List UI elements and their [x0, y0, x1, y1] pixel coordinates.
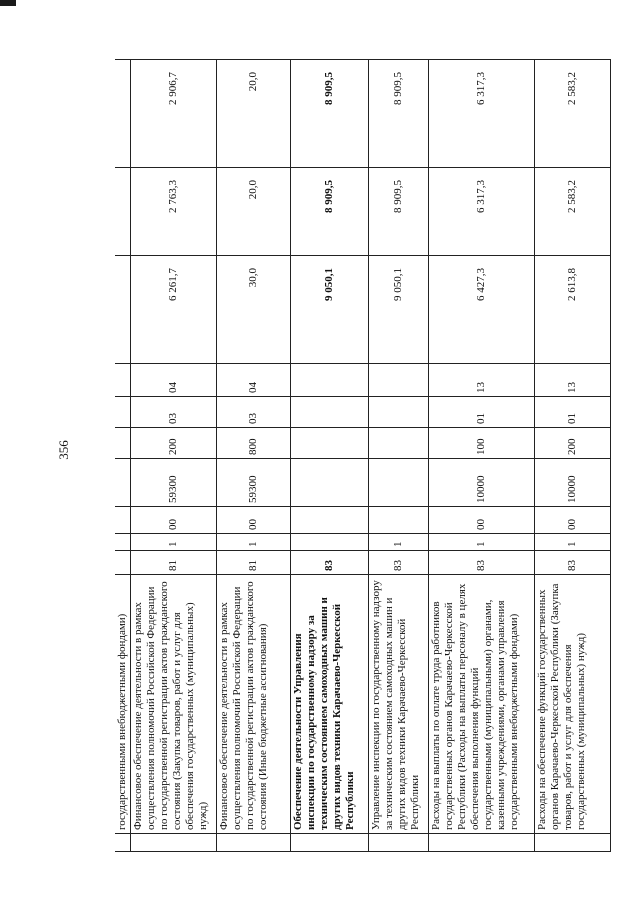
code-section: 03 [131, 397, 217, 428]
code-section: 03 [217, 397, 291, 428]
value-year-3: 2 583,2 [535, 60, 611, 168]
code-section [291, 397, 369, 428]
code-direction [291, 459, 369, 507]
code-expense-type [115, 428, 131, 459]
value-year-2 [115, 168, 131, 256]
value-year-3: 6 317,3 [429, 60, 535, 168]
code-subsection [369, 364, 429, 397]
code-section [369, 397, 429, 428]
code-subprogram [291, 507, 369, 534]
value-year-3: 2 906,7 [131, 60, 217, 168]
code-program: 1 [429, 534, 535, 551]
code-section [115, 397, 131, 428]
code-direction: 10000 [429, 459, 535, 507]
table-row [131, 60, 217, 852]
code-direction: 10000 [535, 459, 611, 507]
code-program: 1 [369, 534, 429, 551]
value-year-1: 6 261,7 [131, 256, 217, 364]
budget-table [115, 59, 611, 852]
code-admin: 83 [369, 551, 429, 575]
code-subprogram: 00 [535, 507, 611, 534]
code-admin: 83 [535, 551, 611, 575]
code-program: 1 [217, 534, 291, 551]
code-section: 01 [429, 397, 535, 428]
row-description: Управление инспекции по государственному надзору за техническим состоянием самоходных машин и других видов техники Карачаево-Черкесской Республики [369, 575, 429, 834]
value-year-1: 30,0 [217, 256, 291, 364]
blank-cell [115, 834, 131, 852]
value-year-3: 8 909,5 [369, 60, 429, 168]
code-direction: 59300 [131, 459, 217, 507]
code-admin: 83 [429, 551, 535, 575]
value-year-2: 20,0 [217, 168, 291, 256]
page-number: 356 [56, 440, 71, 460]
code-admin: 83 [291, 551, 369, 575]
value-year-2: 2 583,2 [535, 168, 611, 256]
row-description: Расходы на выплаты по оплате труда работников государственных органов Карачаево-Черкесской Республики (Расходы на выплаты персоналу в целях обеспечения выполнения функций государственными (муниципальными) органами, казенными учреждениями, органами управления государственными внебюджетными фондами) [429, 575, 535, 834]
table-row [217, 60, 291, 852]
code-expense-type: 200 [131, 428, 217, 459]
code-expense-type: 800 [217, 428, 291, 459]
value-year-1: 2 613,8 [535, 256, 611, 364]
code-subprogram: 00 [131, 507, 217, 534]
rotated-table-container [115, 60, 607, 852]
value-year-1: 9 050,1 [291, 256, 369, 364]
code-expense-type: 200 [535, 428, 611, 459]
value-year-1: 6 427,3 [429, 256, 535, 364]
code-subprogram: 00 [217, 507, 291, 534]
code-admin: 81 [217, 551, 291, 575]
blank-cell [131, 834, 217, 852]
table-row [535, 60, 611, 852]
table-body [115, 60, 611, 852]
table-row [429, 60, 535, 852]
blank-cell [291, 834, 369, 852]
code-subprogram [369, 507, 429, 534]
code-direction [369, 459, 429, 507]
code-subsection [115, 364, 131, 397]
code-program [115, 534, 131, 551]
code-subprogram: 00 [429, 507, 535, 534]
value-year-3: 8 909,5 [291, 60, 369, 168]
blank-cell [535, 834, 611, 852]
code-subsection: 04 [131, 364, 217, 397]
code-subsection: 13 [535, 364, 611, 397]
value-year-2: 6 317,3 [429, 168, 535, 256]
row-description: государственными внебюджетными фондами) [115, 575, 131, 834]
scan-corner-mark [0, 0, 16, 6]
row-description: Финансовое обеспечение деятельности в рамках осуществления полномочий Российской Федерации по государственной регистрации актов гражданского состояния (Закупка товаров, работ и услуг для обеспечения государственных (муниципальных) нужд) [131, 575, 217, 834]
blank-cell [429, 834, 535, 852]
table-row [369, 60, 429, 852]
code-program [291, 534, 369, 551]
value-year-1 [115, 256, 131, 364]
code-admin [115, 551, 131, 575]
blank-cell [369, 834, 429, 852]
value-year-3 [115, 60, 131, 168]
code-program: 1 [535, 534, 611, 551]
value-year-1: 9 050,1 [369, 256, 429, 364]
code-admin: 81 [131, 551, 217, 575]
code-direction [115, 459, 131, 507]
code-expense-type [291, 428, 369, 459]
code-subprogram [115, 507, 131, 534]
table-row [291, 60, 369, 852]
code-direction: 59300 [217, 459, 291, 507]
value-year-2: 8 909,5 [291, 168, 369, 256]
row-description: Обеспечение деятельности Управления инспекции по государственному надзору за техническим состоянием самоходных машин и других видов техники Карачаево-Черкесской Республики [291, 575, 369, 834]
blank-cell [217, 834, 291, 852]
value-year-2: 8 909,5 [369, 168, 429, 256]
code-subsection: 13 [429, 364, 535, 397]
code-expense-type: 100 [429, 428, 535, 459]
table-row [115, 60, 131, 852]
value-year-3: 20,0 [217, 60, 291, 168]
row-description: Финансовое обеспечение деятельности в рамках осуществления полномочий Российской Федерации по государственной регистрации актов гражданского состояния (Иные бюджетные ассигнования) [217, 575, 291, 834]
code-program: 1 [131, 534, 217, 551]
code-expense-type [369, 428, 429, 459]
value-year-2: 2 763,3 [131, 168, 217, 256]
code-subsection [291, 364, 369, 397]
row-description: Расходы на обеспечение функций государственных органов Карачаево-Черкесской Республики (Закупка товаров, работ и услуг для обеспечения государственных (муниципальных) нужд) [535, 575, 611, 834]
code-subsection: 04 [217, 364, 291, 397]
code-section: 01 [535, 397, 611, 428]
